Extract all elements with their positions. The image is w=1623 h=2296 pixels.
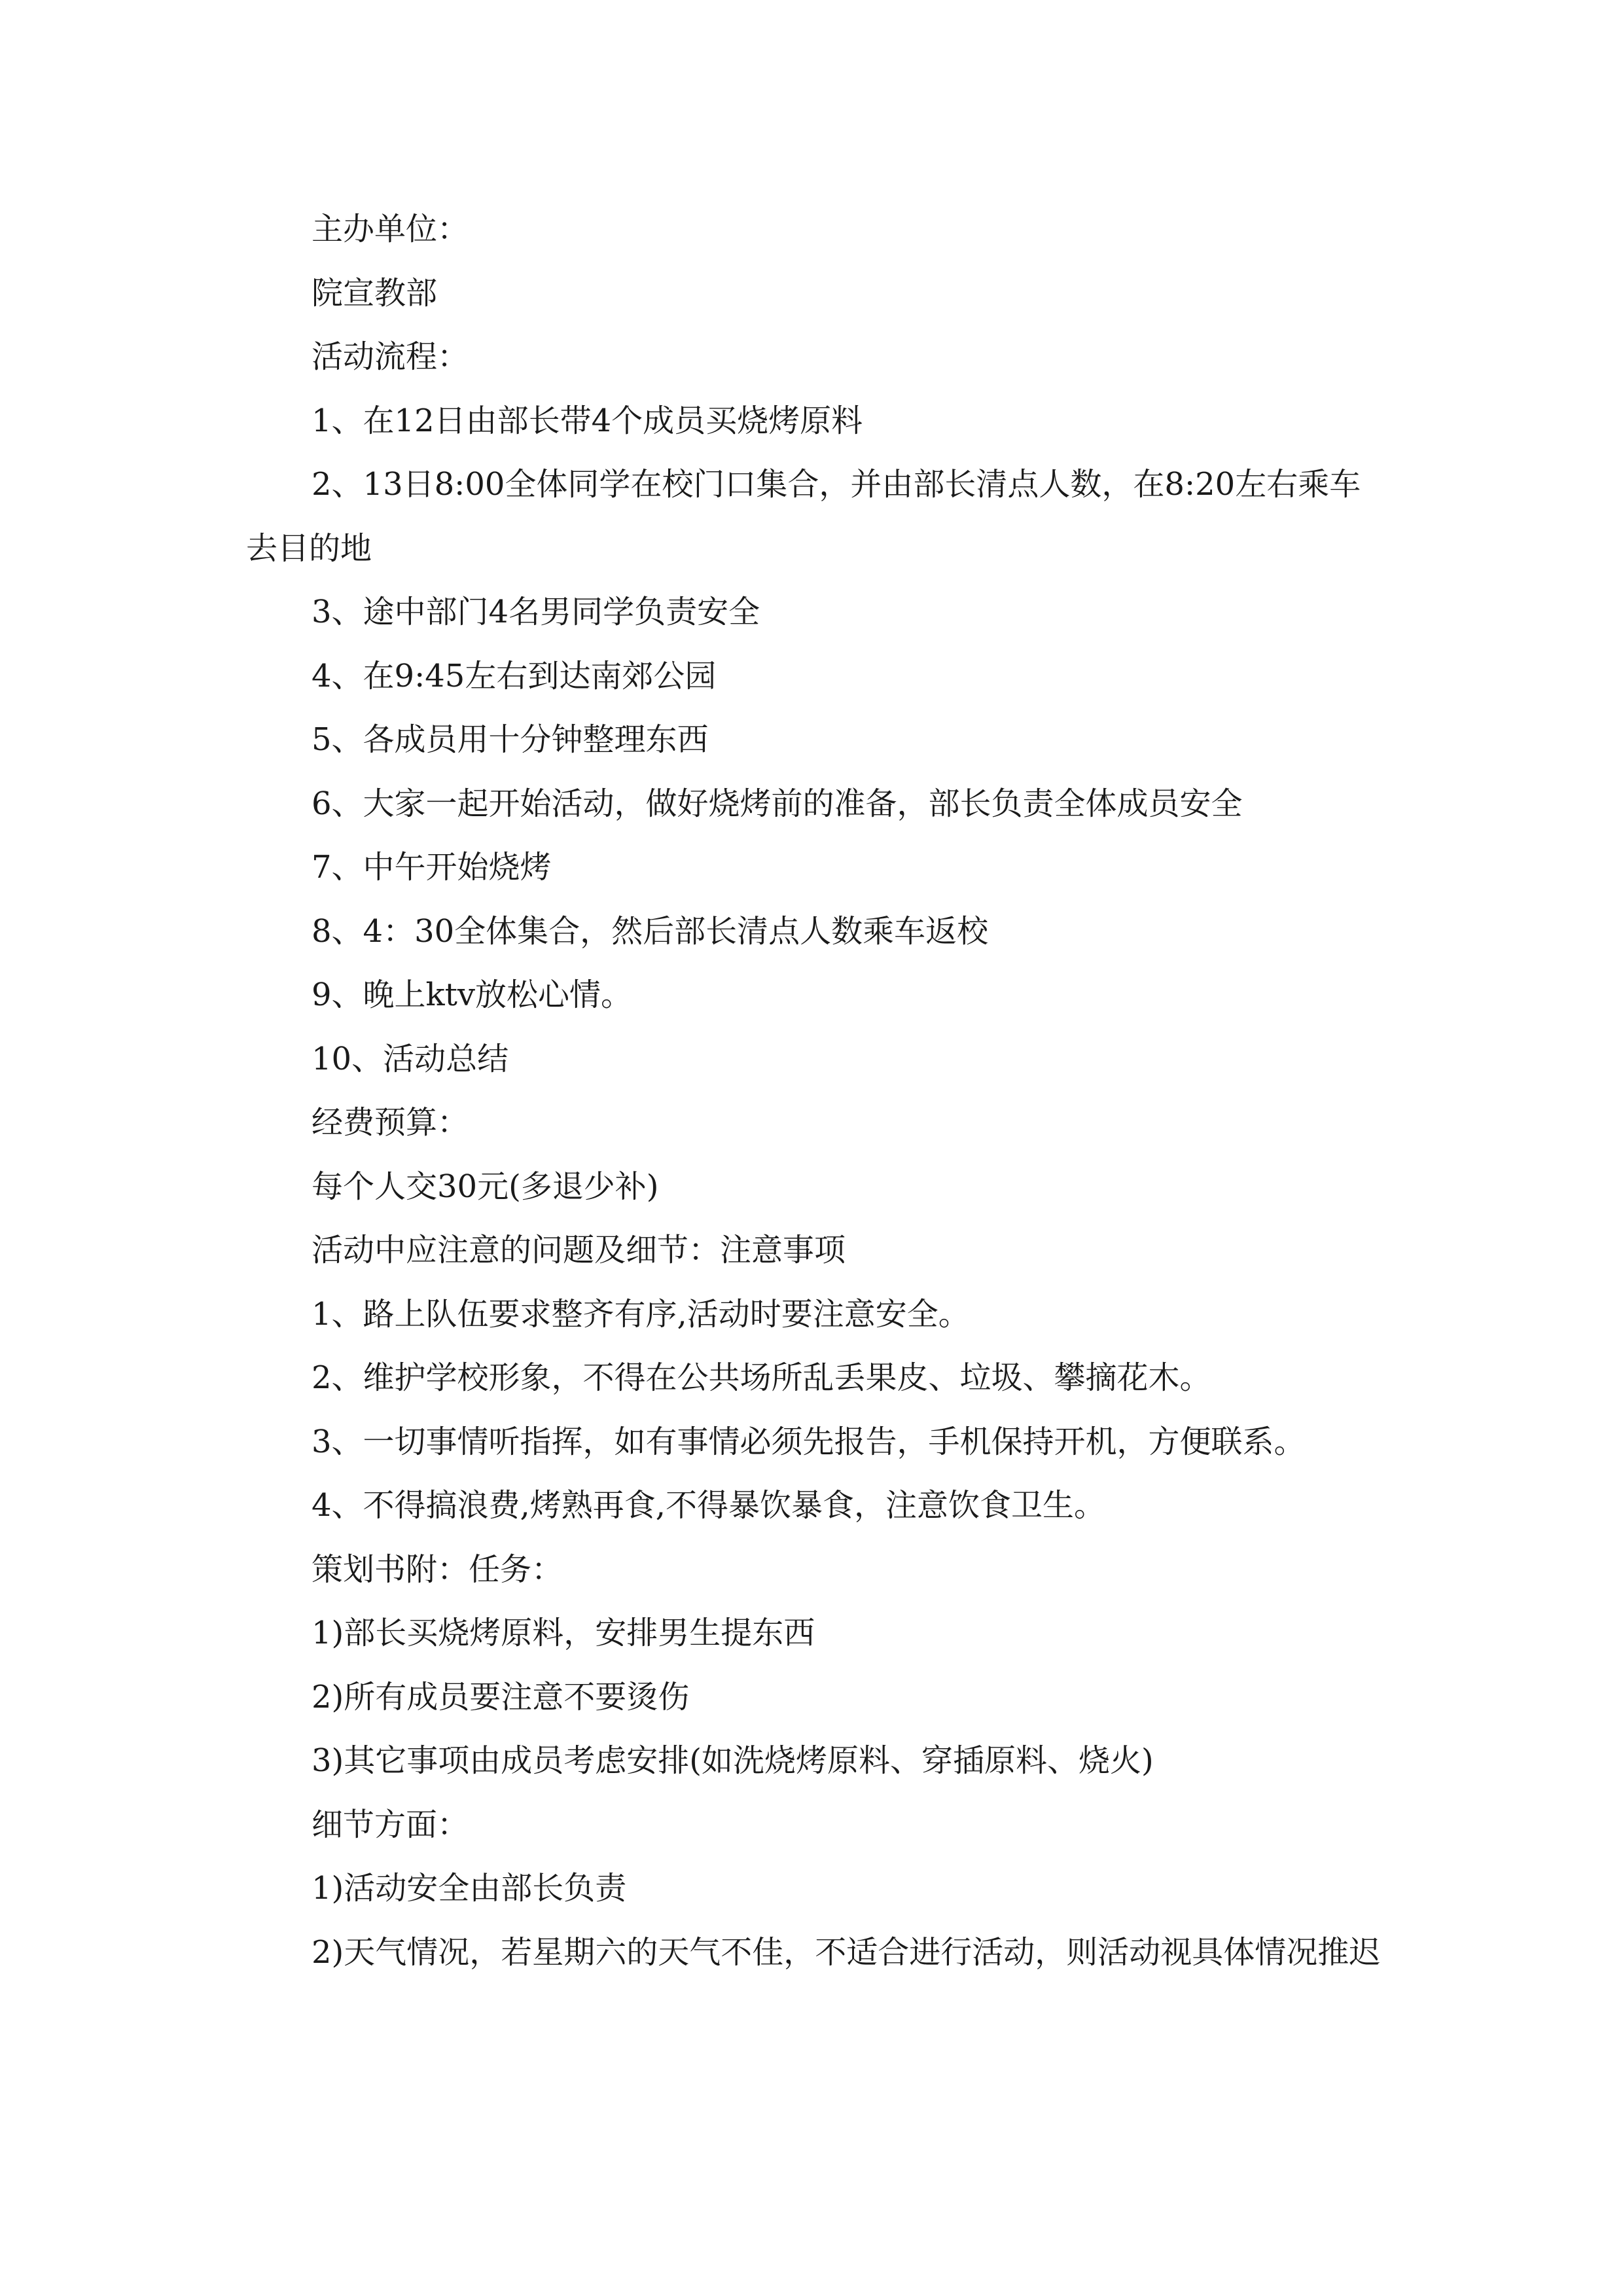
paragraph: 1、在12日由部长带4个成员买烧烤原料	[312, 402, 863, 439]
document-body	[246, 198, 1385, 1984]
paragraph: 6、大家一起开始活动，做好烧烤前的准备，部长负责全体成员安全	[312, 785, 1243, 822]
paragraph: 1)部长买烧烤原料，安排男生提东西	[312, 1615, 815, 1651]
paragraph: 经费预算：	[312, 1104, 469, 1141]
paragraph: 2)天气情况，若星期六的天气不佳，不适合进行活动，则活动视具体情况推迟	[312, 1933, 1381, 1971]
paragraph: 院宣教部	[312, 274, 438, 312]
paragraph: 1)活动安全由部长负责	[312, 1870, 627, 1907]
paragraph: 活动中应注意的问题及细节：注意事项	[312, 1232, 846, 1268]
paragraph: 4、不得搞浪费,烤熟再食,不得暴饮暴食，注意饮食卫生。	[312, 1487, 1106, 1524]
paragraph: 5、各成员用十分钟整理东西	[312, 721, 709, 758]
paragraph: 7、中午开始烧烤	[312, 849, 552, 886]
paragraph: 2、13日8:00全体同学在校门口集合，并由部长清点人数，在8:20左右乘车去目的地	[246, 466, 1361, 567]
paragraph: 2、维护学校形象，不得在公共场所乱丢果皮、垃圾、攀摘花木。	[312, 1359, 1211, 1396]
paragraph: 8、4：30全体集合，然后部长清点人数乘车返校	[312, 912, 989, 950]
paragraph: 10、活动总结	[312, 1040, 509, 1077]
paragraph: 1、路上队伍要求整齐有序,活动时要注意安全。	[312, 1295, 970, 1333]
paragraph: 活动流程：	[312, 338, 469, 375]
paragraph: 3)其它事项由成员考虑安排(如洗烧烤原料、穿插原料、烧火)	[312, 1742, 1154, 1779]
paragraph: 主办单位：	[312, 211, 469, 247]
paragraph: 9、晚上ktv放松心情。	[312, 977, 633, 1013]
paragraph: 2)所有成员要注意不要烫伤	[312, 1678, 690, 1715]
paragraph: 3、途中部门4名男同学负责安全	[312, 594, 760, 630]
paragraph: 每个人交30元(多退少补)	[312, 1168, 659, 1205]
paragraph: 细节方面：	[312, 1806, 469, 1843]
paragraph: 3、一切事情听指挥，如有事情必须先报告，手机保持开机，方便联系。	[312, 1423, 1306, 1460]
paragraph: 策划书附：任务：	[312, 1551, 563, 1588]
paragraph: 4、在9:45左右到达南郊公园	[312, 657, 717, 694]
